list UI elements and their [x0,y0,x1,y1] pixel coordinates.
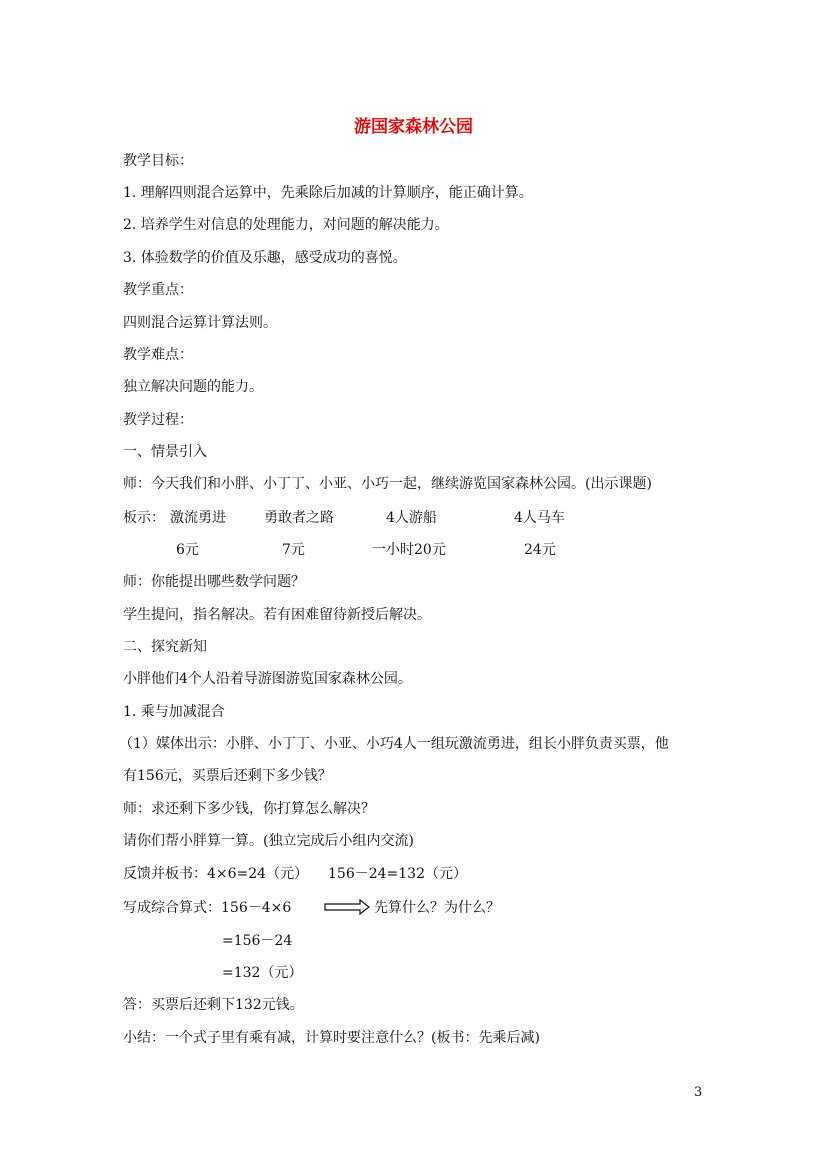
price-rapids: 6元 [176,542,199,558]
media-line-2: 有156元，买票后还剩下多少钱？ [123,768,332,784]
key-text: 四则混合运算计算法则。 [123,315,277,331]
feedback-line: 反馈并板书：4×6=24（元） [123,866,309,882]
section-heading-2: 二、探究新知 [123,639,207,655]
summary-line: 小结：一个式子里有乘有减，计算时要注意什么？(板书：先乘后减) [123,1030,540,1046]
section-heading-1: 一、情景引入 [123,444,207,460]
board-item-rapids: 激流勇进 [170,510,226,526]
feedback-second-equation: 156－24=132（元） [328,866,467,882]
objective-3: 3. 体验数学的价值及乐趣，感受成功的喜悦。 [123,250,407,266]
teacher-line-2: 师：你能提出哪些数学问题？ [123,574,305,590]
subsection-heading-1: 1. 乘与加减混合 [123,704,225,720]
objective-1: 1. 理解四则混合运算中，先乘除后加减的计算顺序，能正确计算。 [123,185,533,201]
board-item-brave-road: 勇敢者之路 [264,510,334,526]
media-line-1: （1）媒体出示：小胖、小丁丁、小亚、小巧4人一组玩激流勇进，组长小胖负责买票，他 [119,736,669,752]
student-line-1: 学生提问，指名解决。若有困难留待新授后解决。 [123,607,431,623]
page-number: 3 [694,1085,703,1100]
arrow-icon [324,899,370,915]
price-carriage: 24元 [524,542,556,558]
price-boat: 一小时20元 [372,542,446,558]
request-line: 请你们帮小胖算一算。(独立完成后小组内交流) [123,833,414,849]
key-heading: 教学重点： [123,282,193,298]
intro-line: 小胖他们4个人沿着导游图游览国家森林公园。 [123,671,412,687]
objectives-heading: 教学目标： [123,153,193,169]
combined-question: 先算什么？为什么？ [374,900,500,916]
answer-line: 答：买票后还剩下132元钱。 [123,997,304,1013]
process-heading: 教学过程： [123,412,193,428]
teacher-line-3: 师：求还剩下多少钱，你打算怎么解决？ [123,801,375,817]
objective-2: 2. 培养学生对信息的处理能力，对问题的解决能力。 [123,217,449,233]
teacher-line-1: 师：今天我们和小胖、小丁丁、小亚、小巧一起，继续游览国家森林公园。(出示课题) [123,476,652,492]
board-item-carriage: 4人马车 [514,510,565,526]
combined-step-1: =156－24 [222,933,293,949]
document-title: 游国家森林公园 [354,117,473,137]
combined-step-2: =132（元） [222,965,303,981]
board-item-boat: 4人游船 [386,510,437,526]
price-brave-road: 7元 [282,542,305,558]
difficulty-text: 独立解决问题的能力。 [123,379,263,395]
difficulty-heading: 教学难点： [123,347,193,363]
combined-formula: 写成综合算式：156－4×6 [123,900,292,916]
board-label: 板示： [123,510,165,526]
